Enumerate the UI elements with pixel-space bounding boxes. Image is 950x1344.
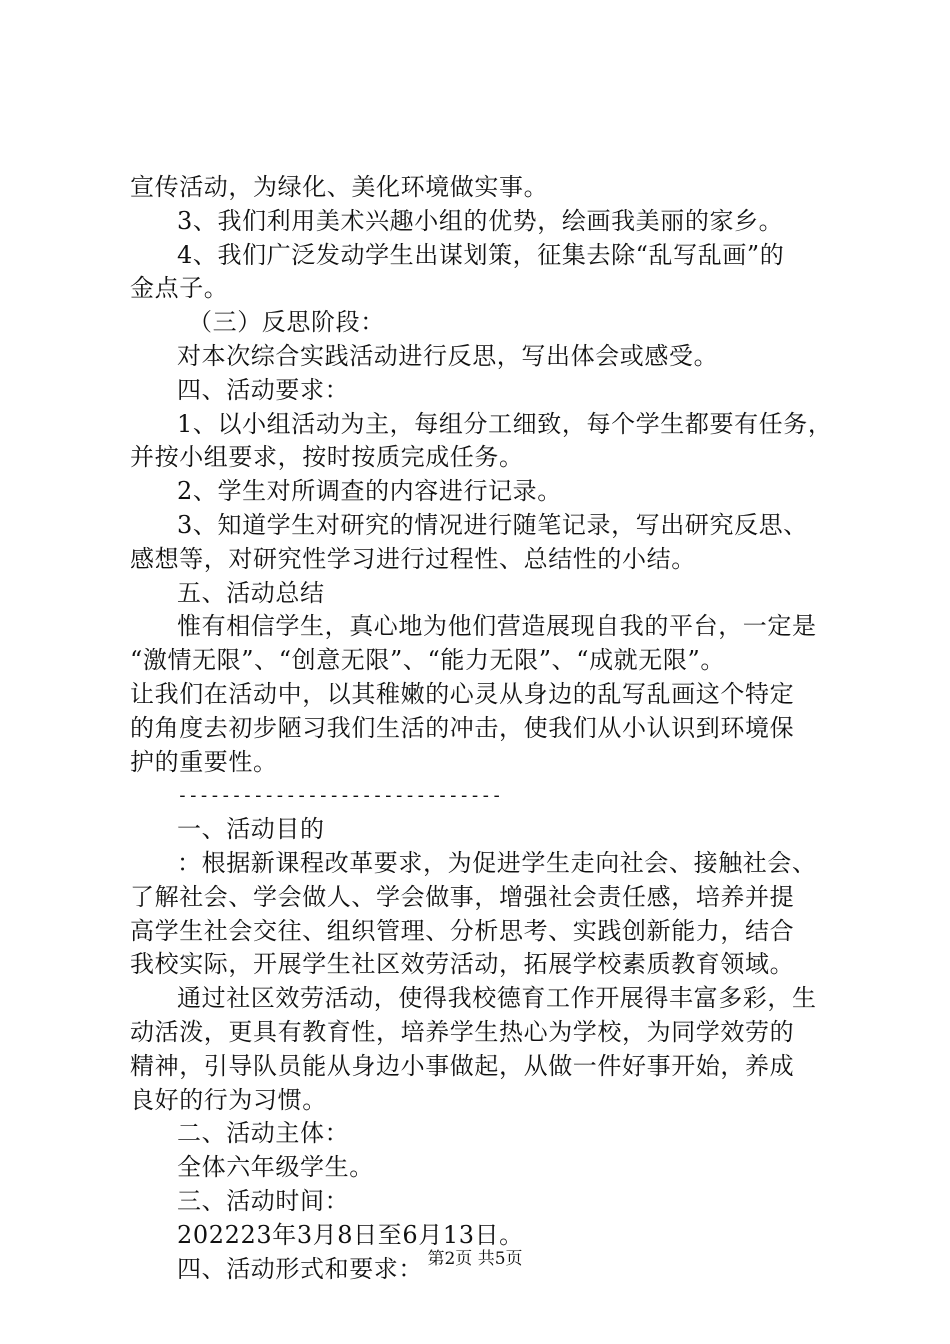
text-line: 1、以小组活动为主，每组分工细致，每个学生都要有任务， <box>177 409 833 438</box>
text-line: 良好的行为习惯。 <box>130 1085 327 1114</box>
section-heading: 二、活动主体： <box>177 1119 350 1148</box>
text-line: 我校实际，开展学生社区效劳活动，拓展学校素质教育领域。 <box>130 950 795 979</box>
text-line: 3、我们利用美术兴趣小组的优势，绘画我美丽的家乡。 <box>177 206 784 235</box>
section-heading: 一、活动目的 <box>177 815 325 844</box>
section-heading: 四、活动形式和要求： <box>177 1254 423 1283</box>
section-heading: 四、活动要求： <box>177 375 350 404</box>
text-line: 4、我们广泛发动学生出谋划策，征集去除“乱写乱画”的 <box>177 240 785 269</box>
separator-line: ------------------------------ <box>177 785 503 807</box>
text-line: 对本次综合实践活动进行反思，写出体会或感受。 <box>177 341 719 370</box>
page-footer: 第2页 共5页 <box>427 1249 523 1269</box>
text-line: “激情无限”、“创意无限”、“能力无限”、“成就无限”。 <box>130 646 725 675</box>
text-line: 动活泼，更具有教育性，培养学生热心为学校，为同学效劳的 <box>130 1017 795 1046</box>
text-line: 宣传活动，为绿化、美化环境做实事。 <box>130 173 549 201</box>
text-line: 的角度去初步陋习我们生活的冲击，使我们从小认识到环境保 <box>130 713 795 742</box>
document-body <box>130 171 850 1286</box>
section-heading: 三、活动时间： <box>177 1186 350 1215</box>
text-line: 金点子。 <box>130 274 229 303</box>
text-line: 了解社会、学会做人、学会做事，增强社会责任感，培养并提 <box>130 882 795 911</box>
text-line: 并按小组要求，按时按质完成任务。 <box>130 443 524 472</box>
text-line: 精神，引导队员能从身边小事做起，从做一件好事开始，养成 <box>130 1051 795 1080</box>
text-line: 通过社区效劳活动，使得我校德育工作开展得丰富多彩，生 <box>177 984 817 1013</box>
text-line: 让我们在活动中，以其稚嫩的心灵从身边的乱写乱画这个特定 <box>130 679 795 708</box>
text-line: ：根据新课程改革要求，为促进学生走向社会、接触社会、 <box>177 848 817 877</box>
text-line: 惟有相信学生，真心地为他们营造展现自我的平台，一定是 <box>177 612 817 641</box>
text-line: 感想等，对研究性学习进行过程性、总结性的小结。 <box>130 544 696 573</box>
text-line: 护的重要性。 <box>130 747 278 776</box>
text-line: 3、知道学生对研究的情况进行随笔记录，写出研究反思、 <box>177 510 808 539</box>
section-heading: （三）反思阶段： <box>188 308 385 337</box>
text-line: 202223年3月8日至6月13日。 <box>177 1220 524 1249</box>
text-line: 2、学生对所调查的内容进行记录。 <box>177 477 562 506</box>
text-line: 高学生社会交往、组织管理、分析思考、实践创新能力，结合 <box>130 916 795 945</box>
text-line: 全体六年级学生。 <box>177 1153 374 1182</box>
section-heading: 五、活动总结 <box>177 578 325 607</box>
